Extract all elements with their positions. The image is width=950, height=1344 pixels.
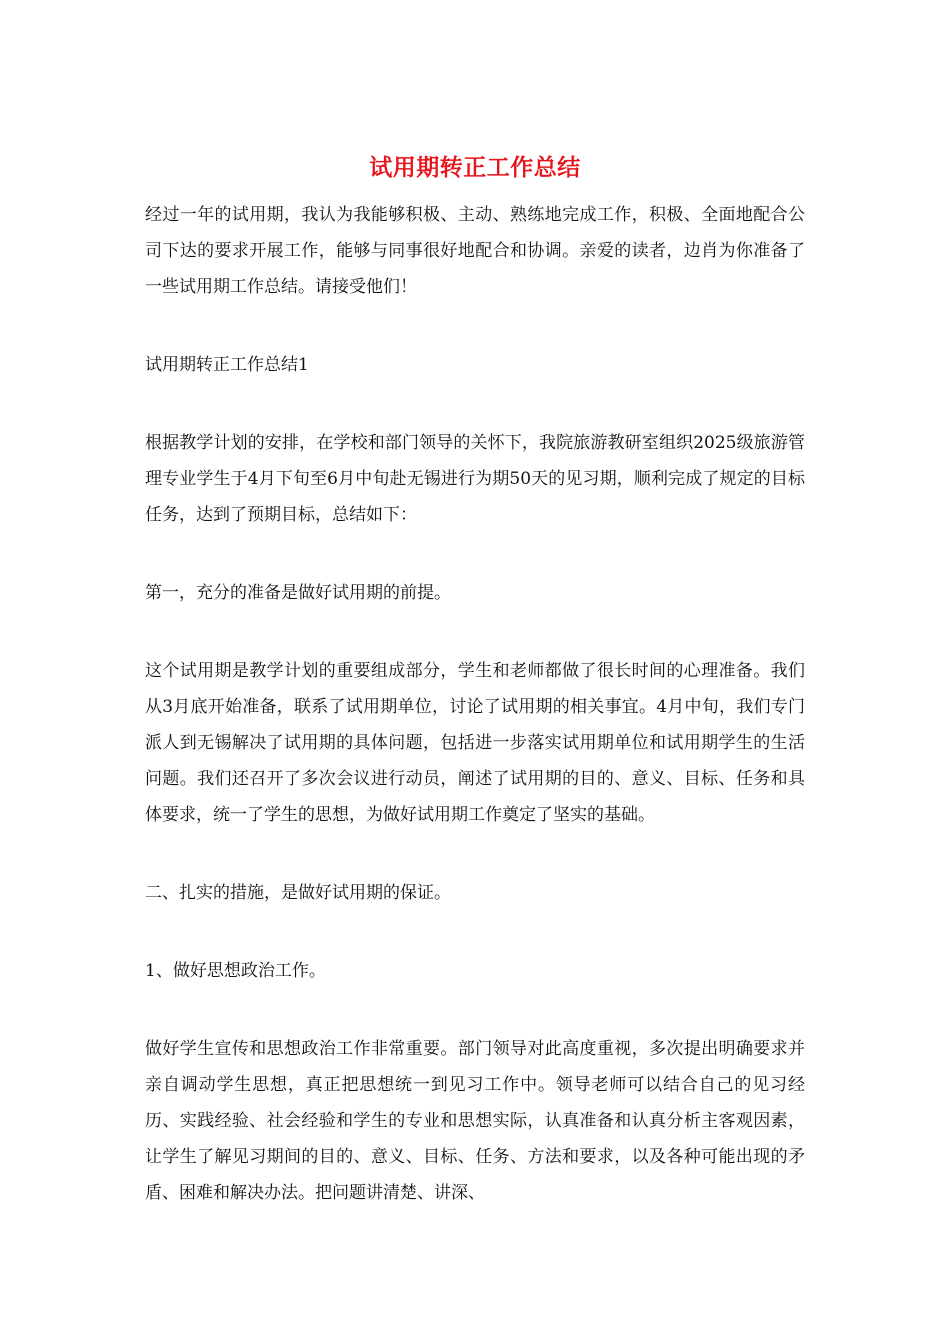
paragraph-spacer — [145, 533, 805, 575]
paragraph-spacer — [145, 305, 805, 347]
paragraph-spacer — [145, 833, 805, 875]
paragraph-spacer — [145, 611, 805, 653]
point-one-heading: 第一，充分的准备是做好试用期的前提。 — [145, 583, 451, 603]
paragraph-spacer — [145, 911, 805, 953]
subpoint-heading: 1、做好思想政治工作。 — [145, 961, 326, 981]
paragraph-spacer — [145, 989, 805, 1031]
document-body — [145, 197, 805, 1211]
paragraph-preparation: 这个试用期是教学计划的重要组成部分，学生和老师都做了很长时间的心理准备。我们从3月底开始准备，联系了试用期单位，讨论了试用期的相关事宜。4月中旬，我们专门派人到无锡解决了试用期的具体问题，包括进一步落实试用期单位和试用期学生的生活问题。我们还召开了多次会议进行动员，阐述了试用期的目的、意义、目标、任务和具体要求，统一了学生的思想，为做好试用期工作奠定了坚实的基础。 — [145, 661, 805, 825]
document-title: 试用期转正工作总结 — [369, 154, 581, 181]
section-heading: 试用期转正工作总结1 — [145, 355, 309, 375]
point-two-heading: 二、扎实的措施，是做好试用期的保证。 — [145, 883, 451, 903]
paragraph-intro: 经过一年的试用期，我认为我能够积极、主动、熟练地完成工作，积极、全面地配合公司下达的要求开展工作，能够与同事很好地配合和协调。亲爱的读者，边肖为你准备了一些试用期工作总结。请接受他们！ — [145, 205, 805, 297]
paragraph-spacer — [145, 383, 805, 425]
paragraph-political-work: 做好学生宣传和思想政治工作非常重要。部门领导对此高度重视，多次提出明确要求并亲自调动学生思想，真正把思想统一到见习工作中。领导老师可以结合自己的见习经历、实践经验、社会经验和学生的专业和思想实际，认真准备和认真分析主客观因素，让学生了解见习期间的目的、意义、目标、任务、方法和要求，以及各种可能出现的矛盾、困难和解决办法。把问题讲清楚、讲深、 — [145, 1039, 805, 1203]
paragraph-background: 根据教学计划的安排，在学校和部门领导的关怀下，我院旅游教研室组织2025级旅游管理专业学生于4月下旬至6月中旬赴无锡进行为期50天的见习期，顺利完成了规定的目标任务，达到了预期目标，总结如下： — [145, 433, 805, 525]
